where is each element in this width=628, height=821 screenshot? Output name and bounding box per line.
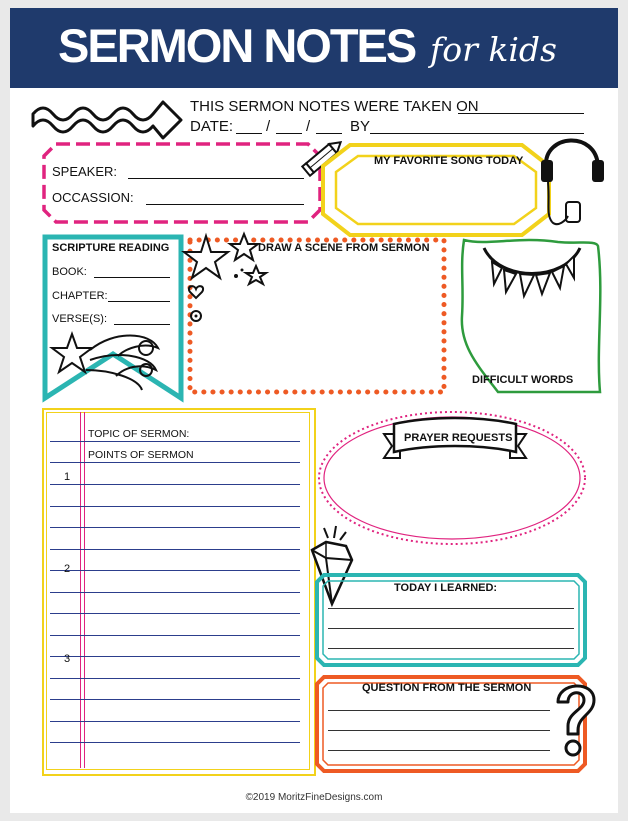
point-number-3: 3 [64,653,71,665]
notebook-ruled-line[interactable] [50,635,300,636]
points-label: POINTS OF SERMON [88,449,194,461]
taken-on-label: THIS SERMON NOTES WERE TAKEN ON [190,98,479,115]
speaker-box-frame [42,142,322,224]
date-month-line[interactable] [236,133,262,134]
notebook-ruled-line[interactable] [50,656,300,657]
question-box-title: QUESTION FROM THE SERMON [362,682,532,694]
notebook-ruled-line[interactable] [50,742,300,743]
notebook-ruled-line[interactable] [50,613,300,614]
page-subtitle: for kids [430,30,557,69]
question-line-1[interactable] [328,710,550,711]
occasion-label: OCCASSION: [52,190,134,205]
scripture-title: SCRIPTURE READING [52,242,170,254]
speaker-line[interactable] [128,178,304,179]
worksheet-page [10,8,618,813]
draw-box-title: DRAW A SCENE FROM SERMON [258,242,430,254]
point-number-1: 1 [64,471,71,483]
chapter-line[interactable] [108,301,170,302]
prayer-box-title: PRAYER REQUESTS [404,432,513,444]
question-mark-icon [548,678,604,762]
stars-cluster-icon [178,226,270,326]
notebook-margin-line-2 [84,412,85,768]
squiggle-arrow-icon [28,96,188,136]
notebook-ruled-line[interactable] [50,506,300,507]
page-title: SERMON NOTES [58,19,416,72]
book-line[interactable] [94,277,170,278]
topic-label: TOPIC OF SERMON: [88,428,190,440]
date-label: DATE: [190,118,234,135]
song-box-title: MY FAVORITE SONG TODAY [374,155,524,167]
footer-copyright: ©2019 MoritzFineDesigns.com [245,792,383,803]
taken-on-line[interactable] [458,113,584,114]
notebook-ruled-line[interactable] [50,441,300,442]
question-line-2[interactable] [328,730,550,731]
headphones-icon [538,124,608,234]
date-sep-2: / [306,118,311,135]
notebook-ruled-line[interactable] [50,699,300,700]
words-box-title: DIFFICULT WORDS [472,374,574,386]
learned-line-2[interactable] [328,628,574,629]
notebook-ruled-line[interactable] [50,549,300,550]
book-label: BOOK: [52,266,87,278]
bunting-icon [480,242,584,306]
notebook-inner-frame [46,412,310,770]
notebook-ruled-line[interactable] [50,527,300,528]
notebook-ruled-line[interactable] [50,678,300,679]
notebook-ruled-line[interactable] [50,592,300,593]
occasion-line[interactable] [146,204,304,205]
learned-box-title: TODAY I LEARNED: [394,582,498,594]
verses-label: VERSE(S): [52,313,108,325]
by-label: BY [350,118,371,135]
learned-line-3[interactable] [328,648,574,649]
chapter-label: CHAPTER: [52,290,108,302]
verses-line[interactable] [114,324,170,325]
question-line-3[interactable] [328,750,550,751]
notebook-margin-line [80,412,81,768]
notebook-ruled-line[interactable] [50,721,300,722]
shooting-star-icon [54,326,164,392]
learned-line-1[interactable] [328,608,574,609]
notebook-ruled-line[interactable] [50,462,300,463]
point-number-2: 2 [64,563,71,575]
speaker-label: SPEAKER: [52,164,118,179]
date-sep-1: / [266,118,271,135]
notebook-ruled-line[interactable] [50,570,300,571]
notebook-ruled-line[interactable] [50,484,300,485]
